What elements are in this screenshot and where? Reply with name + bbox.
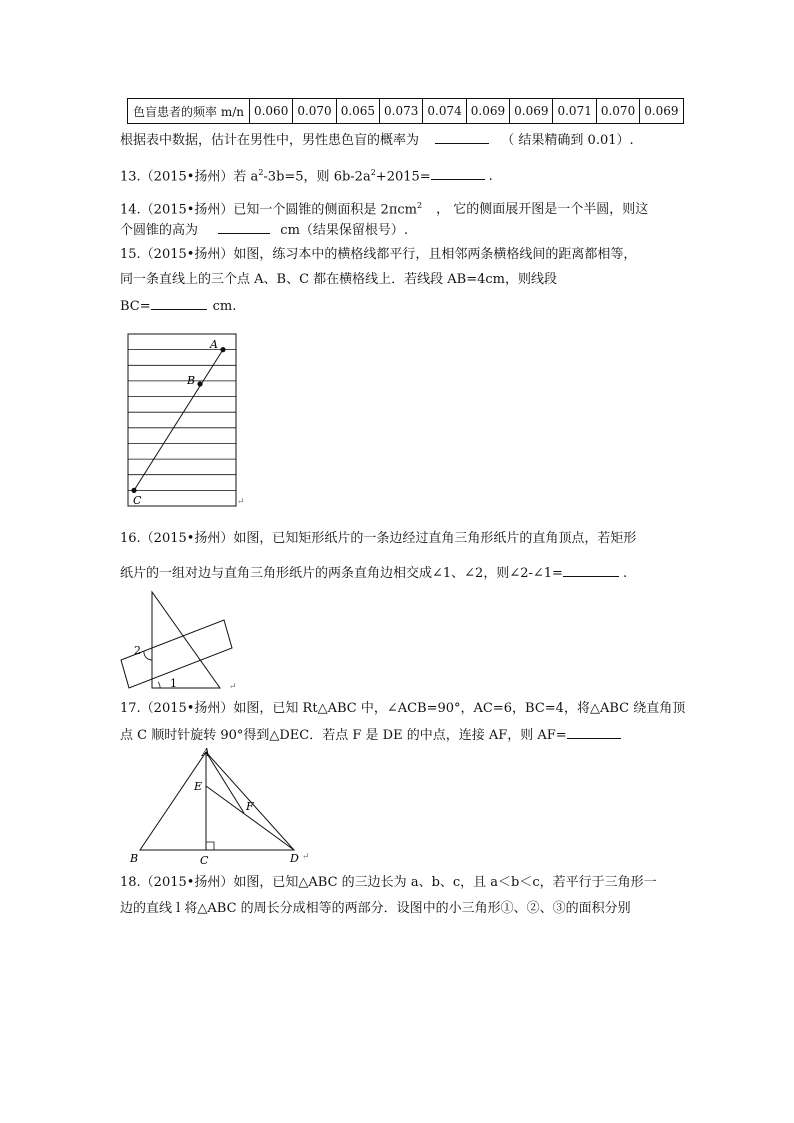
table-cell: 0.060: [249, 99, 292, 124]
q13-exponent: 2: [258, 168, 264, 177]
label-d: D: [290, 852, 299, 865]
right-angle-mark: [206, 842, 214, 850]
return-mark: ↵: [229, 682, 237, 692]
q15-text: cm.: [212, 299, 237, 314]
q16-text: .: [622, 566, 628, 581]
point-c: [131, 488, 136, 493]
q15-text: BC=: [120, 299, 151, 314]
answer-blank[interactable]: [563, 564, 619, 577]
segment-ed: [206, 786, 294, 850]
q13-mid: -3b=5，则 6b-2a: [263, 169, 371, 185]
table-cell: 0.069: [640, 99, 683, 124]
question-15-line1: 15.（2015•扬州）如图，练习本中的横格线都平行，且相邻两条横格线间的距离都相等，: [120, 247, 637, 262]
q12-note: （ 结果精确到 0.01）.: [501, 133, 634, 148]
label-b: B: [187, 374, 196, 387]
question-14-line1: [120, 197, 648, 219]
table-cell: 0.074: [423, 99, 466, 124]
question-13: [120, 164, 493, 186]
table-cell: 0.065: [336, 99, 379, 124]
question-17-line2: [120, 726, 621, 745]
q12-text: 根据表中数据，估计在男性中，男性患色盲的概率为: [120, 133, 420, 148]
notebook-lines-figure: [120, 328, 250, 518]
table-cell: 0.070: [293, 99, 336, 124]
rotated-triangles-figure: [128, 746, 318, 870]
right-triangle: [152, 592, 220, 688]
table-cell: 0.069: [466, 99, 509, 124]
angle-2-arc: [144, 651, 152, 660]
answer-blank[interactable]: [151, 297, 207, 310]
label-a: A: [210, 338, 218, 351]
q14-text: 14.（2015•扬州）已知一个圆锥的侧面积是 2πcm: [120, 202, 417, 218]
return-mark: ↵: [237, 497, 245, 507]
question-16-line2: [120, 564, 627, 583]
label-c: C: [133, 494, 142, 507]
q13-exponent: 2: [370, 168, 376, 177]
table-cell: 0.069: [510, 99, 553, 124]
label-f: F: [246, 800, 254, 813]
answer-blank[interactable]: [218, 221, 270, 234]
question-16-line1: 16.（2015•扬州）如图，已知矩形纸片的一条边经过直角三角形纸片的直角顶点，若矩形: [120, 531, 637, 546]
point-b: [197, 381, 202, 386]
answer-blank[interactable]: [431, 167, 485, 180]
table-cell: 0.071: [553, 99, 596, 124]
q12-conclusion: [120, 131, 634, 150]
table-row: [128, 99, 684, 124]
answer-blank[interactable]: [567, 726, 621, 739]
question-18-line1: 18.（2015•扬州）如图，已知△ABC 的三边长为 a、b、c，且 a＜b＜c，若平行于三角形一: [120, 875, 657, 890]
angle-1-label: 1: [170, 677, 177, 690]
q17-text: 点 C 顺时针旋转 90°得到△DEC．若点 F 是 DE 的中点，连接 AF，则 AF=: [120, 728, 567, 743]
q13-prefix: 13.（2015•扬州）若 a: [120, 169, 259, 185]
angle-1-arc: [158, 682, 160, 688]
label-a: A: [202, 746, 210, 759]
return-mark: ↵: [302, 852, 310, 862]
table-row-label: 色盲患者的频率 m/n: [128, 99, 250, 124]
label-b: B: [130, 852, 139, 865]
question-17-line1: 17.（2015•扬州）如图，已知 Rt△ABC 中，∠ACB=90°，AC=6，BC=4，将△ABC 绕直角顶: [120, 701, 686, 716]
question-15-line2: 同一条直线上的三个点 A、B、C 都在横格线上．若线段 AB=4cm，则线段: [120, 272, 557, 287]
angle-2-label: 2: [134, 644, 141, 657]
segment-ac: [134, 350, 223, 491]
q13-suffix: +2015=: [375, 169, 431, 185]
label-e: E: [194, 780, 203, 793]
frequency-table: [127, 98, 684, 124]
table-cell: 0.073: [380, 99, 423, 124]
q16-text: 纸片的一组对边与直角三角形纸片的两条直角边相交成∠1、∠2，则∠2-∠1=: [120, 566, 563, 581]
q13-end: .: [488, 169, 493, 185]
q14-text: 个圆锥的高为: [120, 223, 199, 238]
segment-af: [206, 752, 244, 813]
label-c: C: [200, 854, 209, 867]
question-14-line2: [120, 221, 408, 240]
point-a: [220, 347, 225, 352]
q14-exponent: 2: [416, 201, 423, 210]
question-15-line3: [120, 297, 236, 316]
triangle-abd: [140, 752, 294, 850]
answer-blank[interactable]: [435, 131, 489, 144]
q14-text: ， 它的侧面展开图是一个半圆，则这: [436, 202, 649, 218]
question-18-line2: 边的直线 l 将△ABC 的周长分成相等的两部分．设图中的小三角形①、②、③的面积分别: [120, 901, 631, 916]
table-cell: 0.070: [596, 99, 639, 124]
triangle-rectangle-figure: [118, 588, 238, 692]
q14-text: cm（结果保留根号）.: [280, 223, 409, 238]
